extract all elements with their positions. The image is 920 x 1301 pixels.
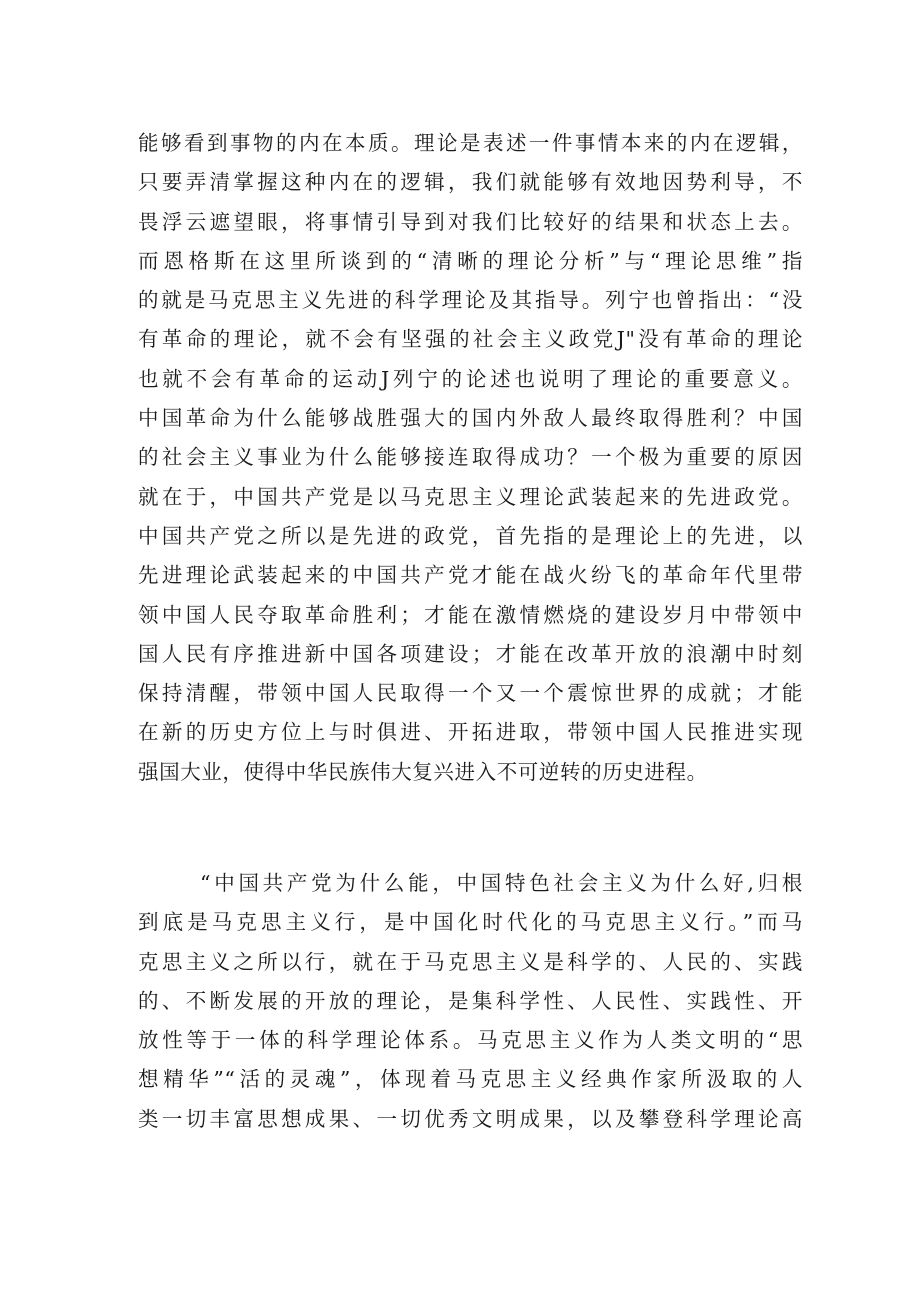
text-line: 也就不会有革命的运动J列宁的论述也说明了理论的重要意义。 — [138, 366, 803, 391]
paragraph-theory — [138, 124, 803, 792]
text-line: 只要弄清掌握这种内在的逻辑，我们就能够有效地因势利导，不 — [138, 170, 803, 195]
text-line: 国人民有序推进新中国各项建设；才能在改革开放的浪潮中时刻 — [138, 641, 803, 666]
text-line: 克思主义之所以行，就在于马克思主义是科学的、人民的、实践 — [138, 949, 803, 974]
text-line: 能够看到事物的内在本质。理论是表述一件事情本来的内在逻辑， — [138, 131, 803, 155]
text-line: 畏浮云遮望眼，将事情引导到对我们比较好的结果和状态上去。 — [138, 209, 803, 234]
text-line: 而恩格斯在这里所谈到的“清晰的理论分析”与“理论思维”指 — [138, 248, 803, 273]
text-line: 中国革命为什么能够战胜强大的国内外敌人最终取得胜利？中国 — [138, 406, 803, 431]
text-line: 保持清醒，带领中国人民取得一个又一个震惊世界的成就；才能 — [138, 681, 803, 706]
text-line: 有革命的理论，就不会有坚强的社会主义政党J"没有革命的理论 — [138, 327, 803, 352]
text-line: “中国共产党为什么能，中国特色社会主义为什么好,归根 — [200, 871, 803, 895]
text-line: 中国共产党之所以是先进的政党，首先指的是理论上的先进，以 — [138, 523, 803, 548]
text-line: 到底是马克思主义行，是中国化时代化的马克思主义行。”而马 — [138, 910, 803, 935]
text-line: 强国大业，使得中华民族伟大复兴进入不可逆转的历史进程。 — [138, 759, 708, 784]
text-line: 的就是马克思主义先进的科学理论及其指导。列宁也曾指出：“没 — [138, 288, 803, 313]
text-line: 领中国人民夺取革命胜利；才能在激情燃烧的建设岁月中带领中 — [138, 602, 803, 627]
text-line: 想精华”“活的灵魂”，体现着马克思主义经典作家所汲取的人 — [138, 1067, 803, 1092]
text-line: 放性等于一体的科学理论体系。马克思主义作为人类文明的“思 — [138, 1028, 803, 1053]
text-line: 的社会主义事业为什么能够接连取得成功？一个极为重要的原因 — [138, 445, 803, 470]
text-line: 的、不断发展的开放的理论，是集科学性、人民性、实践性、开 — [138, 988, 803, 1013]
text-line: 就在于，中国共产党是以马克思主义理论武装起来的先进政党。 — [138, 484, 803, 509]
text-line: 类一切丰富思想成果、一切优秀文明成果，以及攀登科学理论高 — [138, 1106, 803, 1131]
text-line: 在新的历史方位上与时俱进、开拓进取，带领中国人民推进实现 — [138, 720, 803, 745]
text-line: 先进理论武装起来的中国共产党才能在战火纷飞的革命年代里带 — [138, 563, 803, 588]
paragraph-marxism — [138, 864, 803, 1139]
